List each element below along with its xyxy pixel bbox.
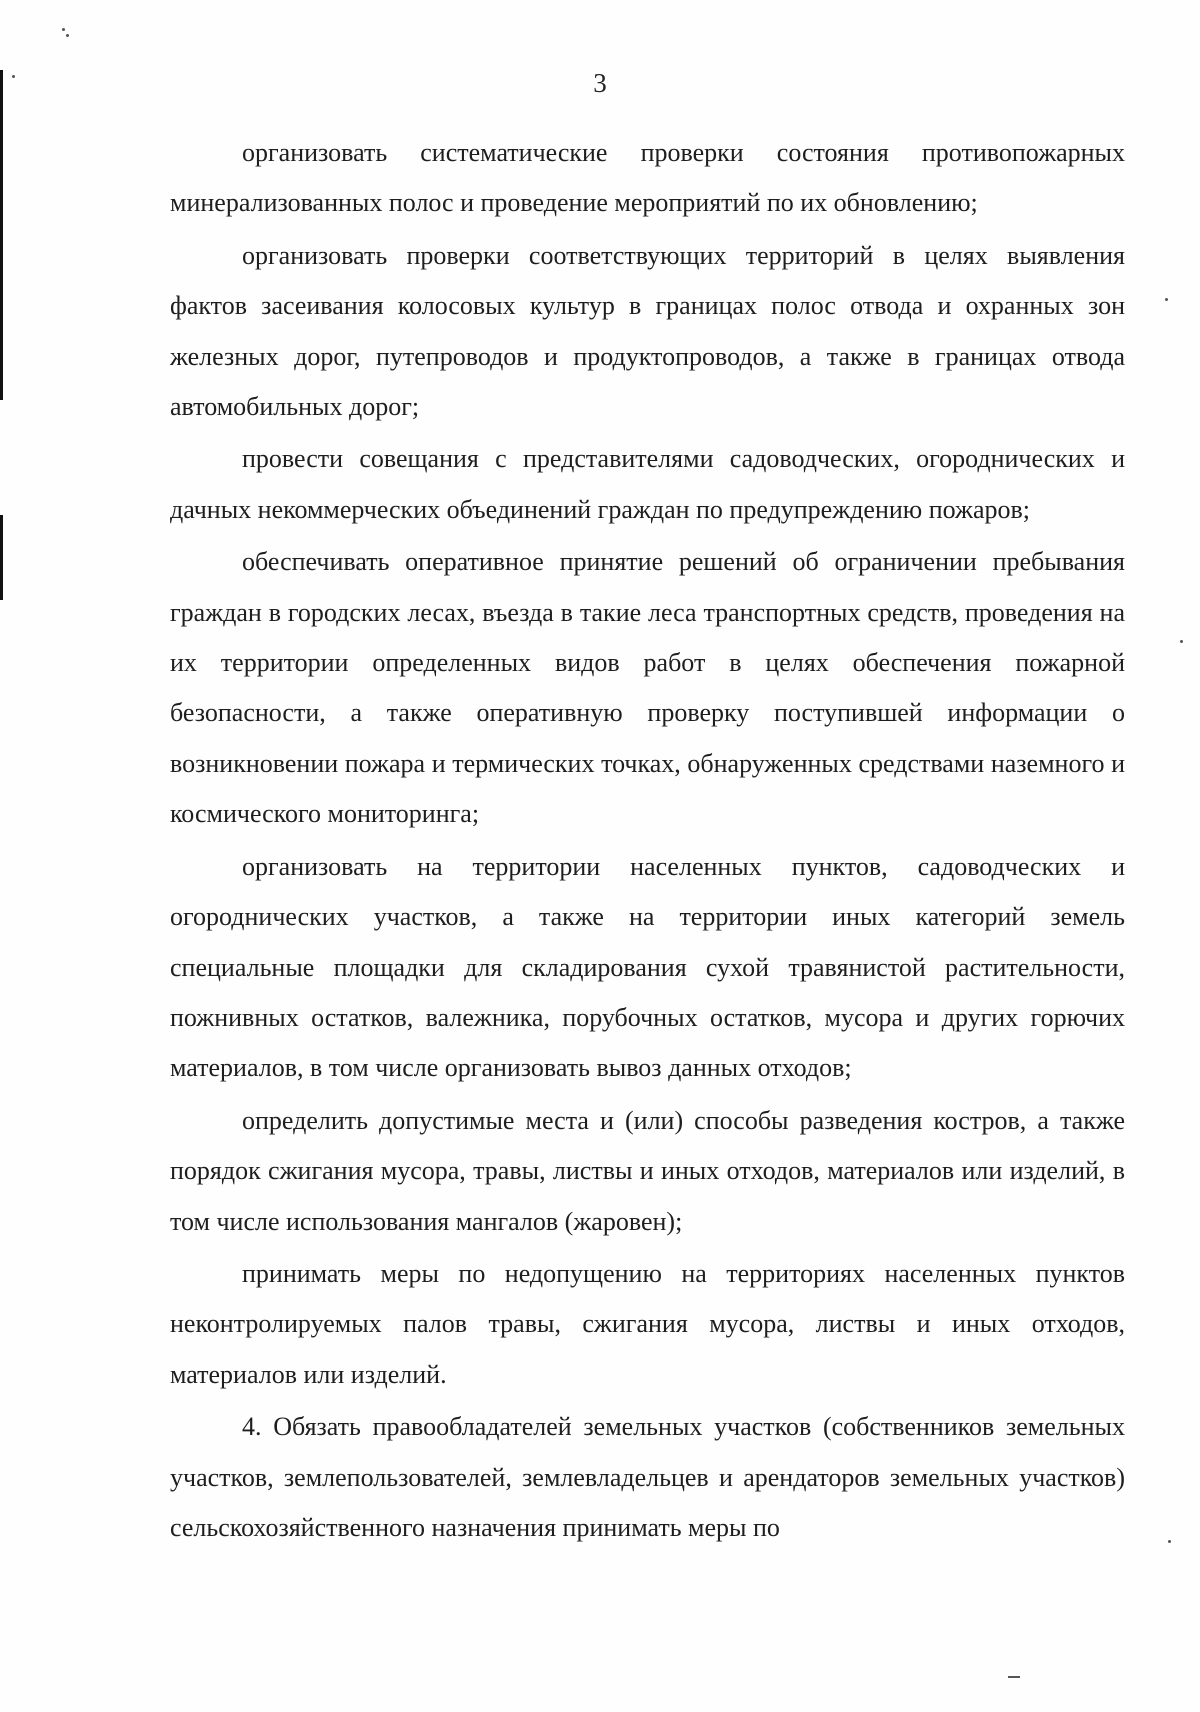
- paragraph: обеспечивать оперативное принятие решений об ограничении пребывания граждан в городских лесах, въезда в такие леса транспортных средств, проведения на их территории определенных видов работ в целях обеспечения пожарной безопасности, а также оперативную проверку поступившей информации о возникновении пожара и термических точках, обнаруженных средствами наземного и космического мониторинга;: [170, 547, 1125, 829]
- paragraph: принимать меры по недопущению на территориях населенных пунктов неконтролируемых палов травы, сжигания мусора, листвы и иных отходов, материалов или изделий.: [170, 1258, 1125, 1389]
- scan-speck: [1180, 640, 1183, 643]
- paragraph: организовать систематические проверки состояния противопожарных минерализованных полос и проведение мероприятий по их обновлению;: [170, 138, 1125, 218]
- scan-edge-mark: [0, 515, 3, 600]
- scan-speck: [66, 34, 69, 37]
- paragraph: определить допустимые места и (или) способы разведения костров, а также порядок сжигания мусора, травы, листвы и иных отходов, материалов или изделий, в том числе использования мангалов (жаровен);: [170, 1105, 1125, 1236]
- paragraph: провести совещания с представителями садоводческих, огороднических и дачных некоммерческих объединений граждан по предупреждению пожаров;: [170, 444, 1125, 524]
- document-body: [170, 128, 1125, 1553]
- paragraph: организовать на территории населенных пунктов, садоводческих и огороднических участков, а также на территории иных категорий земель специальные площадки для складирования сухой травянистой растительности, пожнивных остатков, валежника, порубочных остатков, мусора и других горючих материалов, в том числе организовать вывоз данных отходов;: [170, 851, 1125, 1083]
- scan-edge-mark: [0, 70, 3, 400]
- scan-speck: [1165, 298, 1168, 301]
- scan-speck: [62, 28, 65, 31]
- paragraph: организовать проверки соответствующих территорий в целях выявления фактов засеивания колосовых культур в границах полос отвода и охранных зон железных дорог, путепроводов и продуктопроводов, а также в границах отвода автомобильных дорог;: [170, 240, 1125, 422]
- scan-speck: [1008, 1676, 1020, 1678]
- scan-speck: [1168, 1540, 1171, 1543]
- paragraph: 4. Обязать правообладателей земельных участков (собственников земельных участков, землепользователей, землевладельцев и арендаторов земельных участков) сельскохозяйственного назначения принимать меры по: [170, 1412, 1125, 1542]
- page-number: 3: [593, 68, 607, 98]
